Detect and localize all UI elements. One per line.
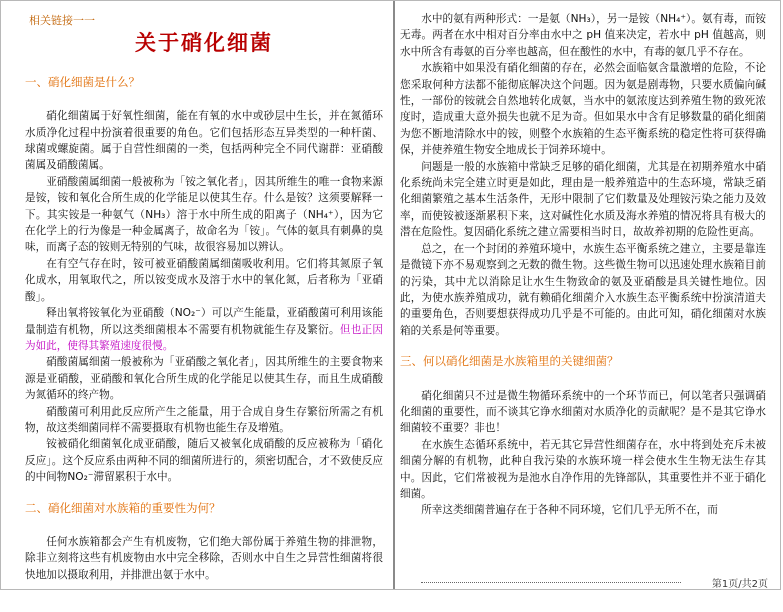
paragraph: 所幸这类细菌普遍存在于各种不同环境，它们几乎无所不在，而 [421, 504, 718, 517]
paragraph: 硝化细菌属于好氧性细菌，能在有氧的水中或砂层中生长，并在氮循环水质净化过程中扮演着很重要的角色。它们包括形态互异类型的一种杆菌、球菌或螺旋菌。属于自营性细菌的一类，包括两种完全不同代谢群：亚硝酸菌属及硝酸菌属。 [25, 110, 383, 172]
paragraph-text: 释出氧将铵氧化为亚硝酸（NO₂⁻）可以产生能量，亚硝酸菌可利用该能量制造有机物，所以这类细菌根本不需要有机物就能生存及繁衍。 [25, 307, 383, 336]
paragraph: 在有空气存在时，铵可被亚硝酸菌属细菌吸收利用。它们将其氮原子氧化成水，用氧取代之，所以铵变成水及溶于水中的氧化氮，后者称为「亚硝酸」。 [25, 257, 383, 303]
paragraph: 硝酸菌属细菌一般被称为「亚硝酸之氧化者」，因其所维生的主要食物来源是亚硝酸，亚硝酸和氧化合所生成的化学能足以使其生存，而且生成硝酸为氮循环的终产物。 [25, 356, 383, 402]
paragraph: 总之，在一个封闭的养殖环境中，水族生态平衡系统之建立，主要是靠连是微镜下亦不易观察到之无数的微生物。这些微生物可以迅速处理水族箱目前的污染，其中尤以消除足让水生生物致命的氨及亚硝酸是具关键性地位。因此，为使水族养殖成功，就有赖硝化细菌介入水族生态平衡系统中扮演清道夫的重要角色，否则要想获得成功几乎是不可能的。由此可知，硝化细菌对水族箱的关系是何等重要。 [400, 242, 766, 337]
paragraph: 亚硝酸菌属细菌一般被称为「铵之氧化者」，因其所维生的唯一食物来源是铵，铵和氧化合所生成的化学能足以使其生存。什么是铵？这须要解释一下。其实铵是一种氨气（NH₃）溶于水中所生成的阳离子（NH₄⁺），因为它在化学上的行为像是一种金属离子，故命名为「铵」。气体的氨具有刺鼻的臭味，而离子态的铵则无特别的气味，故很容易加以辨认。 [25, 175, 383, 254]
section-heading-3: 三、何以硝化细菌是水族箱里的关键细菌？ [400, 354, 619, 369]
paragraph: 水中的氨有两种形式：一是氨（NH₃），另一是铵（NH₄⁺）。氨有毒，而铵无毒。两者在水中相对百分率由水中之 pH 值来决定，若水中 pH 值越高，则水中所含有毒氨的百分率也越高，但在酸性的水中，有毒的氨几乎不存在。 [400, 13, 766, 58]
paragraph: 在水族生态循环系统中，若无其它异营性细菌存在，水中将到处充斥未被细菌分解的有机物，此种自我污染的水族环境一样会使水生生物无法生存其中。因此，它们常被视为是池水自净作用的先锋部队，其重要性并不亚于硝化细菌。 [400, 438, 766, 500]
paragraph: 问题是一般的水族箱中常缺乏足够的硝化细菌，尤其是在初期养殖水中硝化系统尚未完全建立时更是如此，理由是一般养殖造中的生态环境，常缺乏硝化细菌繁殖之基本生活条件，无形中限制了它们数量及处理铵污染之能力及效率，而使铵被逐渐累积下来，这对碱性化水质及海水养殖的情况将具有极大的潜在危险性。复因硝化系统之建立需要相当时日，故故养初期的危险性更高。 [400, 160, 766, 239]
footer-dotted-rule [421, 582, 681, 583]
right-column [400, 11, 766, 519]
left-column [25, 9, 383, 583]
paragraph: 水族箱中如果没有硝化细菌的存在，必然会面临氨含量激增的危险，不论您采取何种方法都不能彻底解决这个问题。因为氨是剧毒物，只要水质偏向碱性，一部份的铵就会自然地转化成氨，当水中的氨浓度达到养殖生物的致死浓度时，造成重大意外损失也就不足为奇。但如果水中含有足够数量的硝化细菌为您不断地清除水中的铵，则整个水族箱的生态平衡系统的稳定性将可获得确保，并使养殖生物安全地成长于饲养环境中。 [400, 62, 766, 157]
paragraph: 硝化细菌只不过是微生物循环系统中的一个环节而已，何以笔者只强调硝化细菌的重要性，而不谈其它诤水细菌对水质净化的贡献呢？是不是其它诤水细菌较不重要？非也！ [400, 389, 766, 435]
bottom-margin [0, 590, 783, 612]
section-heading-1: 一、硝化细菌是什么？ [25, 74, 140, 89]
highlighted-text: 但也正因为如此，使得其繁殖速度很慢。 [25, 323, 383, 352]
paragraph [25, 305, 383, 354]
column-divider [393, 1, 395, 590]
related-links-label[interactable]: 相关链接一一 [29, 14, 95, 27]
paragraph: 硝酸菌可利用此反应所产生之能量，用于合成自身生存繁衍所需之有机物，故这类细菌同样不需要摄取有机物也能生存及增殖。 [25, 405, 383, 434]
page-title: 关于硝化细菌 [135, 30, 273, 56]
page-number: 第1页/共2页 [711, 579, 768, 590]
paragraph: 任何水族箱都会产生有机废物，它们绝大部份属于养殖生物的排泄物，除非立刻将这些有机废物由水中完全移除，否则水中自生之异营性细菌将很快地加以摄取利用，并排泄出氨于水中。 [25, 535, 383, 581]
section-heading-2: 二、硝化细菌对水族箱的重要性为何？ [25, 500, 221, 515]
paragraph: 铵被硝化细菌氧化成亚硝酸，随后又被氧化成硝酸的反应被称为「硝化反应」。这个反应系由两种不同的细菌所进行的，须密切配合，才不致使反应的中间物NO₂⁻滞留累积于水中。 [25, 438, 383, 484]
